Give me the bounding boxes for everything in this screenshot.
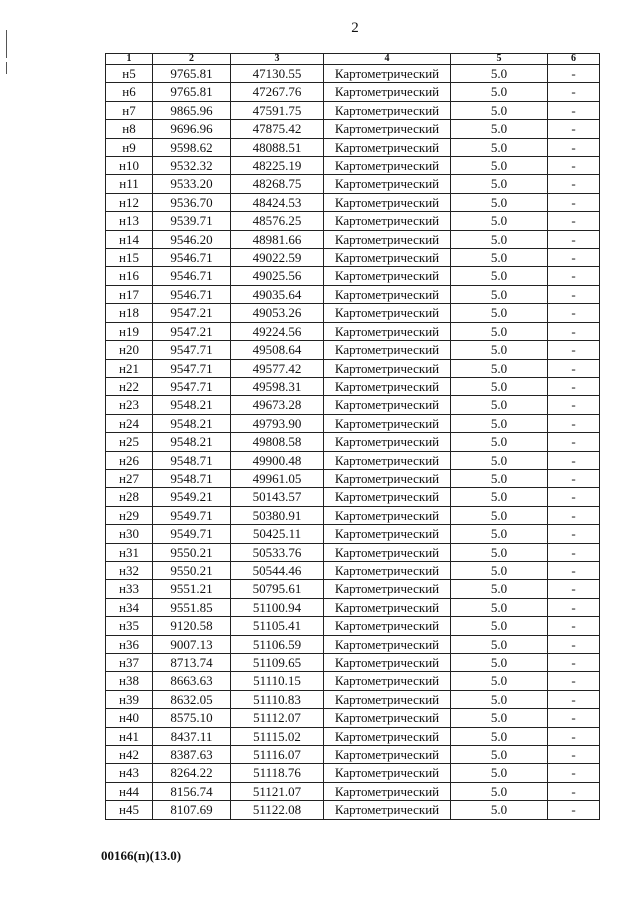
table-cell: 51109.65	[231, 654, 324, 672]
table-cell: -	[548, 65, 600, 83]
table-cell: 51100.94	[231, 598, 324, 616]
table-cell: Картометрический	[324, 764, 451, 782]
document-code: 00166(п)(13.0)	[101, 848, 182, 863]
table-cell: 51115.02	[231, 727, 324, 745]
table-cell: 8663.63	[153, 672, 231, 690]
table-cell: 5.0	[451, 230, 548, 248]
table-cell: -	[548, 396, 600, 414]
table-cell: Картометрический	[324, 285, 451, 303]
table-cell: 8632.05	[153, 690, 231, 708]
table-cell: н21	[106, 359, 153, 377]
table-row	[106, 101, 600, 119]
table-cell: Картометрический	[324, 488, 451, 506]
table-cell: Картометрический	[324, 672, 451, 690]
table-cell: 5.0	[451, 764, 548, 782]
table-cell: н39	[106, 690, 153, 708]
table-cell: 49508.64	[231, 341, 324, 359]
table-cell: 9546.71	[153, 285, 231, 303]
table-cell: н23	[106, 396, 153, 414]
table-cell: н44	[106, 782, 153, 800]
table-cell: -	[548, 598, 600, 616]
table-cell: 8437.11	[153, 727, 231, 745]
table-header-row	[106, 54, 600, 65]
table-cell: 8264.22	[153, 764, 231, 782]
table-cell: -	[548, 654, 600, 672]
table-cell: 47267.76	[231, 83, 324, 101]
table-cell: 49673.28	[231, 396, 324, 414]
table-cell: 5.0	[451, 65, 548, 83]
table-cell: 48268.75	[231, 175, 324, 193]
page-number: 2	[351, 20, 359, 36]
table-cell: -	[548, 138, 600, 156]
table-cell: н28	[106, 488, 153, 506]
table-cell: 9532.32	[153, 157, 231, 175]
table-cell: 5.0	[451, 580, 548, 598]
table-cell: 9548.21	[153, 396, 231, 414]
table-cell: 49022.59	[231, 249, 324, 267]
table-cell: 50533.76	[231, 543, 324, 561]
table-row	[106, 249, 600, 267]
table-cell: 9598.62	[153, 138, 231, 156]
table-row	[106, 359, 600, 377]
margin-mark	[6, 30, 7, 58]
table-row	[106, 83, 600, 101]
table-cell: Картометрический	[324, 451, 451, 469]
table-row	[106, 690, 600, 708]
table-cell: Картометрический	[324, 65, 451, 83]
table-cell: н36	[106, 635, 153, 653]
table-cell: Картометрический	[324, 525, 451, 543]
table-row	[106, 672, 600, 690]
table-cell: н29	[106, 506, 153, 524]
table-cell: -	[548, 341, 600, 359]
table-cell: 9765.81	[153, 83, 231, 101]
table-row	[106, 414, 600, 432]
table-cell: 9546.71	[153, 249, 231, 267]
table-cell: -	[548, 322, 600, 340]
table-cell: 5.0	[451, 672, 548, 690]
table-cell: -	[548, 377, 600, 395]
table-row	[106, 727, 600, 745]
table-cell: -	[548, 433, 600, 451]
table-cell: Картометрический	[324, 469, 451, 487]
table-cell: 9549.71	[153, 506, 231, 524]
table-cell: 47875.42	[231, 120, 324, 138]
table-cell: 51106.59	[231, 635, 324, 653]
table-cell: 48088.51	[231, 138, 324, 156]
table-cell: 9120.58	[153, 617, 231, 635]
table-cell: -	[548, 230, 600, 248]
table-cell: 5.0	[451, 635, 548, 653]
table-cell: 8156.74	[153, 782, 231, 800]
table-row	[106, 801, 600, 819]
table-cell: -	[548, 175, 600, 193]
table-cell: 5.0	[451, 709, 548, 727]
table-cell: 51112.07	[231, 709, 324, 727]
margin-mark	[6, 62, 7, 74]
table-cell: Картометрический	[324, 83, 451, 101]
table-cell: н6	[106, 83, 153, 101]
table-cell: Картометрический	[324, 617, 451, 635]
table-cell: 9549.21	[153, 488, 231, 506]
table-cell: -	[548, 101, 600, 119]
table-cell: 5.0	[451, 690, 548, 708]
table-cell: Картометрический	[324, 782, 451, 800]
table-cell: 9551.21	[153, 580, 231, 598]
table-cell: 48981.66	[231, 230, 324, 248]
table-cell: Картометрический	[324, 396, 451, 414]
table-cell: 5.0	[451, 598, 548, 616]
table-cell: 49808.58	[231, 433, 324, 451]
table-cell: -	[548, 451, 600, 469]
table-cell: -	[548, 83, 600, 101]
table-cell: 5.0	[451, 488, 548, 506]
table-row	[106, 635, 600, 653]
table-cell: 5.0	[451, 175, 548, 193]
table-row	[106, 212, 600, 230]
table-cell: -	[548, 359, 600, 377]
table-cell: 5.0	[451, 396, 548, 414]
table-cell: н25	[106, 433, 153, 451]
column-header: 6	[548, 54, 600, 65]
table-cell: н10	[106, 157, 153, 175]
table-cell: -	[548, 304, 600, 322]
table-row	[106, 341, 600, 359]
table-cell: н15	[106, 249, 153, 267]
table-cell: 5.0	[451, 359, 548, 377]
table-row	[106, 709, 600, 727]
table-cell: 9696.96	[153, 120, 231, 138]
table-cell: н41	[106, 727, 153, 745]
table-cell: н37	[106, 654, 153, 672]
table-cell: -	[548, 617, 600, 635]
table-row	[106, 157, 600, 175]
table-cell: н30	[106, 525, 153, 543]
table-cell: н19	[106, 322, 153, 340]
table-cell: Картометрический	[324, 359, 451, 377]
table-cell: 5.0	[451, 414, 548, 432]
table-cell: -	[548, 212, 600, 230]
table-row	[106, 617, 600, 635]
table-cell: 9548.21	[153, 414, 231, 432]
table-cell: -	[548, 672, 600, 690]
table-cell: 5.0	[451, 782, 548, 800]
table-cell: н14	[106, 230, 153, 248]
table-cell: -	[548, 764, 600, 782]
table-cell: Картометрический	[324, 543, 451, 561]
table-cell: н12	[106, 193, 153, 211]
table-cell: 5.0	[451, 506, 548, 524]
table-cell: 49053.26	[231, 304, 324, 322]
table-row	[106, 377, 600, 395]
table-cell: н43	[106, 764, 153, 782]
table-cell: 47591.75	[231, 101, 324, 119]
table-cell: н32	[106, 561, 153, 579]
table-row	[106, 65, 600, 83]
table-cell: Картометрический	[324, 267, 451, 285]
table-cell: Картометрический	[324, 506, 451, 524]
table-cell: -	[548, 782, 600, 800]
table-cell: н7	[106, 101, 153, 119]
table-cell: 9547.71	[153, 341, 231, 359]
table-row	[106, 746, 600, 764]
table-cell: 51110.15	[231, 672, 324, 690]
table-cell: 5.0	[451, 193, 548, 211]
table-cell: -	[548, 690, 600, 708]
table-cell: Картометрический	[324, 249, 451, 267]
table-cell: -	[548, 635, 600, 653]
column-header: 1	[106, 54, 153, 65]
table-cell: 5.0	[451, 543, 548, 561]
table-cell: 5.0	[451, 249, 548, 267]
table-cell: н26	[106, 451, 153, 469]
table-cell: Картометрический	[324, 709, 451, 727]
table-cell: 49900.48	[231, 451, 324, 469]
table-cell: 50795.61	[231, 580, 324, 598]
table-cell: 51122.08	[231, 801, 324, 819]
table-cell: Картометрический	[324, 801, 451, 819]
table-cell: 9533.20	[153, 175, 231, 193]
table-cell: Картометрический	[324, 322, 451, 340]
table-cell: -	[548, 469, 600, 487]
table-cell: н40	[106, 709, 153, 727]
table-cell: 51116.07	[231, 746, 324, 764]
table-cell: 49961.05	[231, 469, 324, 487]
table-cell: 5.0	[451, 377, 548, 395]
table-cell: Картометрический	[324, 230, 451, 248]
table-cell: 50544.46	[231, 561, 324, 579]
table-row	[106, 764, 600, 782]
column-header: 4	[324, 54, 451, 65]
table-cell: 5.0	[451, 727, 548, 745]
table-cell: 9536.70	[153, 193, 231, 211]
table-cell: 9549.71	[153, 525, 231, 543]
table-cell: н9	[106, 138, 153, 156]
table-cell: Картометрический	[324, 433, 451, 451]
table-cell: 50380.91	[231, 506, 324, 524]
table-cell: 9548.21	[153, 433, 231, 451]
table-cell: 9765.81	[153, 65, 231, 83]
table-row	[106, 193, 600, 211]
table-cell: н17	[106, 285, 153, 303]
table-cell: 50425.11	[231, 525, 324, 543]
table-cell: 9548.71	[153, 451, 231, 469]
table-row	[106, 469, 600, 487]
table-cell: Картометрический	[324, 635, 451, 653]
table-cell: 5.0	[451, 157, 548, 175]
table-cell: -	[548, 193, 600, 211]
table-cell: -	[548, 157, 600, 175]
table-cell: Картометрический	[324, 341, 451, 359]
table-row	[106, 138, 600, 156]
table-cell: 5.0	[451, 101, 548, 119]
table-cell: 48576.25	[231, 212, 324, 230]
table-cell: Картометрический	[324, 746, 451, 764]
table-cell: Картометрический	[324, 654, 451, 672]
table-cell: Картометрический	[324, 138, 451, 156]
table-cell: 5.0	[451, 654, 548, 672]
table-row	[106, 488, 600, 506]
table-cell: 51105.41	[231, 617, 324, 635]
table-cell: 5.0	[451, 561, 548, 579]
table-cell: -	[548, 709, 600, 727]
table-cell: 5.0	[451, 212, 548, 230]
table-cell: 5.0	[451, 617, 548, 635]
table-cell: Картометрический	[324, 598, 451, 616]
table-cell: Картометрический	[324, 175, 451, 193]
table-cell: -	[548, 506, 600, 524]
table-cell: 9546.71	[153, 267, 231, 285]
table-cell: н20	[106, 341, 153, 359]
table-cell: н5	[106, 65, 153, 83]
table-cell: 9547.21	[153, 304, 231, 322]
table-cell: -	[548, 488, 600, 506]
table-cell: -	[548, 801, 600, 819]
table-cell: Картометрический	[324, 580, 451, 598]
table-row	[106, 175, 600, 193]
table-cell: 51110.83	[231, 690, 324, 708]
table-cell: н38	[106, 672, 153, 690]
table-row	[106, 506, 600, 524]
column-header: 3	[231, 54, 324, 65]
table-cell: 9007.13	[153, 635, 231, 653]
table-cell: 49793.90	[231, 414, 324, 432]
table-cell: Картометрический	[324, 304, 451, 322]
table-cell: н34	[106, 598, 153, 616]
table-cell: н33	[106, 580, 153, 598]
table-cell: -	[548, 561, 600, 579]
table-cell: н42	[106, 746, 153, 764]
table-cell: 50143.57	[231, 488, 324, 506]
table-cell: -	[548, 580, 600, 598]
table-row	[106, 451, 600, 469]
table-cell: -	[548, 285, 600, 303]
table-row	[106, 561, 600, 579]
table-cell: Картометрический	[324, 212, 451, 230]
table-cell: 5.0	[451, 433, 548, 451]
table-cell: 49577.42	[231, 359, 324, 377]
table-cell: н13	[106, 212, 153, 230]
table-cell: 5.0	[451, 83, 548, 101]
table-cell: 49025.56	[231, 267, 324, 285]
column-header: 2	[153, 54, 231, 65]
table-cell: н35	[106, 617, 153, 635]
table-cell: н8	[106, 120, 153, 138]
table-row	[106, 433, 600, 451]
table-cell: 47130.55	[231, 65, 324, 83]
table-row	[106, 598, 600, 616]
table-cell: 5.0	[451, 120, 548, 138]
table-cell: 5.0	[451, 469, 548, 487]
table-cell: 9539.71	[153, 212, 231, 230]
table-cell: -	[548, 120, 600, 138]
table-cell: 9550.21	[153, 561, 231, 579]
table-cell: 9865.96	[153, 101, 231, 119]
table-cell: н22	[106, 377, 153, 395]
table-cell: 49224.56	[231, 322, 324, 340]
table-cell: 9547.71	[153, 359, 231, 377]
table-row	[106, 543, 600, 561]
table-cell: Картометрический	[324, 101, 451, 119]
table-cell: 5.0	[451, 322, 548, 340]
table-cell: 48225.19	[231, 157, 324, 175]
table-cell: 8575.10	[153, 709, 231, 727]
table-cell: 9551.85	[153, 598, 231, 616]
table-cell: 9550.21	[153, 543, 231, 561]
table-cell: 8713.74	[153, 654, 231, 672]
table-cell: 9548.71	[153, 469, 231, 487]
table-cell: 5.0	[451, 341, 548, 359]
table-cell: Картометрический	[324, 157, 451, 175]
table-cell: Картометрический	[324, 727, 451, 745]
table-cell: -	[548, 249, 600, 267]
table-cell: 51118.76	[231, 764, 324, 782]
table-cell: 5.0	[451, 451, 548, 469]
table-cell: Картометрический	[324, 561, 451, 579]
table-cell: 5.0	[451, 285, 548, 303]
table-cell: Картометрический	[324, 193, 451, 211]
table-cell: -	[548, 525, 600, 543]
table-row	[106, 304, 600, 322]
table-row	[106, 525, 600, 543]
table-row	[106, 396, 600, 414]
table-cell: н18	[106, 304, 153, 322]
table-row	[106, 120, 600, 138]
table-cell: 5.0	[451, 138, 548, 156]
table-row	[106, 267, 600, 285]
table-cell: 5.0	[451, 746, 548, 764]
table-cell: 8107.69	[153, 801, 231, 819]
table-cell: 8387.63	[153, 746, 231, 764]
table-cell: н31	[106, 543, 153, 561]
table-cell: 5.0	[451, 267, 548, 285]
table-row	[106, 580, 600, 598]
table-row	[106, 654, 600, 672]
table-row	[106, 230, 600, 248]
table-cell: н24	[106, 414, 153, 432]
table-cell: н27	[106, 469, 153, 487]
table-row	[106, 322, 600, 340]
table-cell: -	[548, 414, 600, 432]
table-row	[106, 782, 600, 800]
table-cell: 5.0	[451, 525, 548, 543]
column-header: 5	[451, 54, 548, 65]
coordinates-table	[105, 53, 600, 820]
table-cell: 51121.07	[231, 782, 324, 800]
table-cell: н45	[106, 801, 153, 819]
table-cell: н11	[106, 175, 153, 193]
table-cell: 48424.53	[231, 193, 324, 211]
table-cell: -	[548, 727, 600, 745]
table-cell: 9547.21	[153, 322, 231, 340]
table-cell: 5.0	[451, 304, 548, 322]
table-cell: Картометрический	[324, 414, 451, 432]
table-cell: Картометрический	[324, 120, 451, 138]
table-cell: -	[548, 267, 600, 285]
table-cell: 49035.64	[231, 285, 324, 303]
table-cell: 5.0	[451, 801, 548, 819]
table-cell: н16	[106, 267, 153, 285]
table-cell: -	[548, 746, 600, 764]
table-cell: 9546.20	[153, 230, 231, 248]
table-cell: -	[548, 543, 600, 561]
table-cell: Картометрический	[324, 690, 451, 708]
table-cell: Картометрический	[324, 377, 451, 395]
table-row	[106, 285, 600, 303]
table-cell: 49598.31	[231, 377, 324, 395]
table-cell: 9547.71	[153, 377, 231, 395]
